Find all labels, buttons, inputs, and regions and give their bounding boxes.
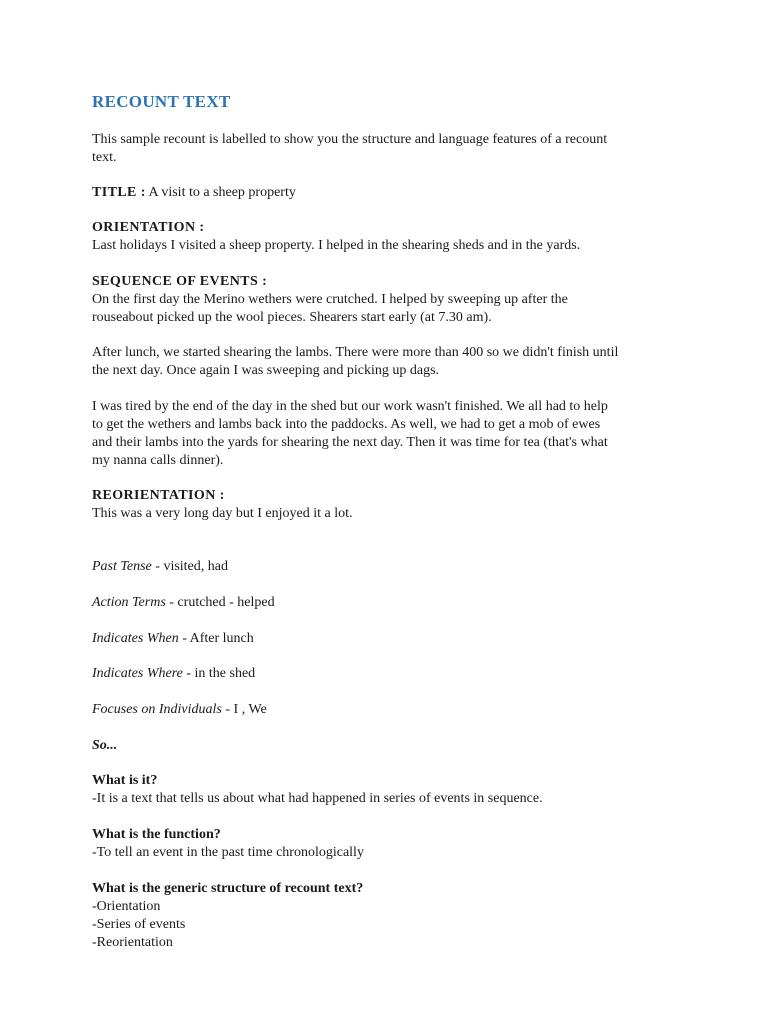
page-title: RECOUNT TEXT: [92, 92, 231, 111]
feature-item: [92, 665, 692, 683]
title-label: TITLE :: [92, 185, 146, 200]
qa-question: What is the generic structure of recount text?: [92, 881, 364, 896]
qa-answer: -It is a text that tells us about what had happened in series of events in sequence.: [92, 791, 543, 806]
sequence-line: my nanna calls dinner).: [92, 453, 224, 468]
sequence-line: rouseabout picked up the wool pieces. Shearers start early (at 7.30 am).: [92, 310, 492, 325]
intro-line: This sample recount is labelled to show you the structure and language features of a recount: [92, 132, 608, 147]
title-text: A visit to a sheep property: [148, 185, 296, 200]
sequence-paragraph-2: [92, 344, 692, 380]
sequence-label: SEQUENCE OF EVENTS :: [92, 274, 268, 289]
qa-question: What is it?: [92, 773, 158, 788]
feature-text: - I , We: [221, 702, 267, 717]
feature-term: Indicates When: [92, 631, 179, 646]
orientation-section: [92, 219, 692, 255]
feature-item: [92, 630, 692, 648]
qa-answer: -To tell an event in the past time chronologically: [92, 845, 364, 860]
title-line: [92, 184, 692, 202]
intro-paragraph: [92, 131, 692, 167]
feature-item: [92, 558, 692, 576]
qa-answer: -Reorientation: [92, 935, 173, 950]
sequence-line: After lunch, we started shearing the lambs. There were more than 400 so we didn't finish until: [92, 345, 619, 360]
qa-answer: -Series of events: [92, 917, 186, 932]
orientation-label: ORIENTATION :: [92, 220, 205, 235]
feature-text: - visited, had: [151, 559, 228, 574]
sequence-section: [92, 273, 692, 327]
intro-line: text.: [92, 150, 117, 165]
feature-term: Indicates Where: [92, 666, 183, 681]
feature-term: Past Tense: [92, 559, 152, 574]
qa-item: [92, 826, 692, 862]
feature-term: Focuses on Individuals: [92, 702, 222, 717]
feature-text: - crutched - helped: [165, 595, 275, 610]
sequence-line: the next day. Once again I was sweeping and picking up dags.: [92, 363, 440, 378]
feature-term: Action Terms: [92, 595, 166, 610]
qa-answer: -Orientation: [92, 899, 161, 914]
qa-item: [92, 880, 692, 952]
sequence-line: I was tired by the end of the day in the shed but our work wasn't finished. We all had to help: [92, 399, 608, 414]
feature-item: [92, 701, 692, 719]
feature-item: [92, 594, 692, 612]
qa-question: What is the function?: [92, 827, 221, 842]
qa-item: [92, 772, 692, 808]
reorientation-label: REORIENTATION :: [92, 488, 225, 503]
sequence-line: and their lambs into the yards for shearing the next day. Then it was time for tea (that's what: [92, 435, 608, 450]
sequence-line: On the first day the Merino wethers were crutched. I helped by sweeping up after the: [92, 292, 568, 307]
orientation-text: Last holidays I visited a sheep property. I helped in the shearing sheds and in the yards.: [92, 238, 581, 253]
sequence-line: to get the wethers and lambs back into the paddocks. As well, we had to get a mob of ewes: [92, 417, 601, 432]
feature-text: - After lunch: [178, 631, 254, 646]
reorientation-text: This was a very long day but I enjoyed it a lot.: [92, 506, 353, 521]
sequence-paragraph-3: [92, 398, 692, 470]
so-label: So...: [92, 738, 118, 753]
reorientation-section: [92, 487, 692, 523]
feature-text: - in the shed: [182, 666, 256, 681]
